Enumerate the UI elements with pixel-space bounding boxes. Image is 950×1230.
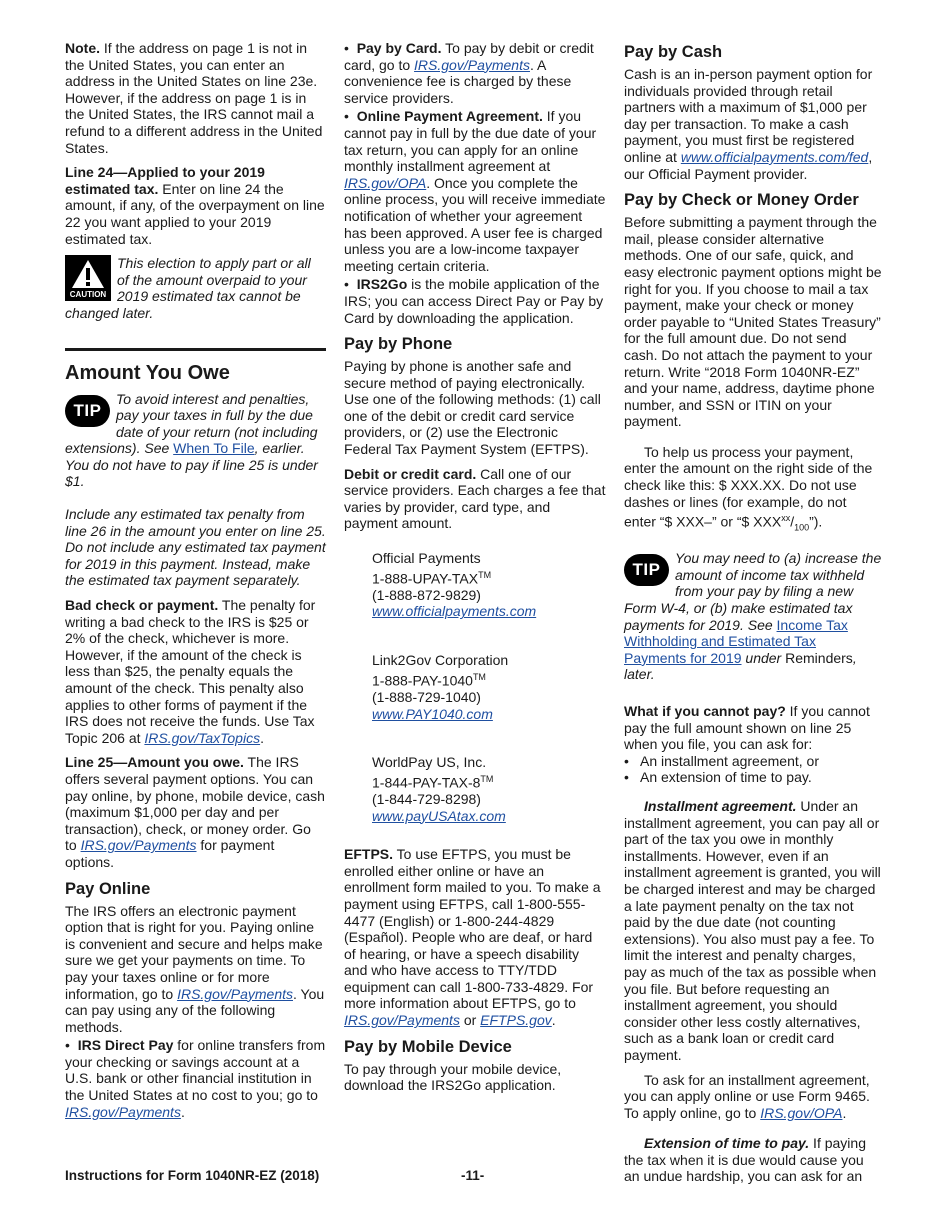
eftps-end: . bbox=[551, 1012, 556, 1029]
when-to-file-link[interactable]: When To File bbox=[173, 440, 255, 457]
provider-digits: (1-888-872-9829) bbox=[372, 586, 481, 603]
line25-text: The IRS offers several payment options. You can pay online, by phone, mobile device, cash (maximum $1,000 per day and per transaction), check, or money order. Go to bbox=[65, 754, 325, 854]
tip2-end: , later. bbox=[624, 649, 857, 683]
trademark-mark: TM bbox=[480, 773, 494, 784]
amount-you-owe-heading: Amount You Owe bbox=[65, 361, 230, 384]
tip2-text: You may need to (a) increase the amount of income tax withheld from your pay by filing a new Form W-4, or (b) make estimated tax payments for 2019. See bbox=[624, 550, 882, 633]
pay-online-end: . You can pay using any of the following methods. bbox=[65, 985, 325, 1035]
direct-pay-text: for online transfers from your checking or savings account at a U.S. bank or other financial institution in the United States at no cost to you; go to bbox=[65, 1037, 326, 1104]
bad-check-lead: Bad check or payment. bbox=[65, 597, 219, 614]
direct-pay-lead: IRS Direct Pay bbox=[77, 1037, 174, 1054]
extension-lead: Extension of time to pay. bbox=[644, 1135, 810, 1152]
tax-topics-link[interactable]: IRS.gov/TaxTopics bbox=[144, 729, 261, 746]
cannot-pay-paragraph bbox=[624, 703, 882, 753]
fraction-denominator: 100 bbox=[794, 522, 810, 533]
line24-paragraph bbox=[65, 164, 326, 247]
caution-icon bbox=[65, 255, 111, 301]
provider-number-text: 1-888-UPAY-TAX bbox=[372, 570, 479, 587]
eftps-lead: EFTPS. bbox=[344, 846, 394, 863]
provider-link[interactable]: www.officialpayments.com bbox=[372, 603, 537, 620]
line25-lead: Line 25—Amount you owe. bbox=[65, 754, 244, 771]
debit-card-text: Call one of our service providers. Each charges a fee that varies by provider, card type, and payment amount. bbox=[344, 465, 606, 532]
note-lead: Note. bbox=[65, 40, 100, 56]
withholding-link[interactable]: Income Tax Withholding and Estimated Tax Payments for 2019 bbox=[624, 616, 848, 666]
cannot-pay-lead: What if you cannot pay? bbox=[624, 703, 786, 720]
line25-paragraph bbox=[65, 754, 326, 870]
official-payments-fed-link[interactable]: www.officialpayments.com/fed bbox=[680, 148, 869, 165]
note-text: If the address on page 1 is not in the United States, you can enter an address in the United States on line 23e. However, if the address on page 1 is in the United States, the IRS cannot mail a refund to a different address in the United States. bbox=[65, 40, 323, 156]
direct-pay-paragraph: • IRS Direct Pay for online transfers from your checking or savings account at a U.S. bank or other financial institution in the United States at no cost to you; go to IRS.gov/Payments. bbox=[65, 1037, 326, 1120]
column-3 bbox=[624, 40, 882, 1193]
eftps-paragraph bbox=[344, 846, 606, 1029]
pay-by-card-link[interactable]: IRS.gov/Payments bbox=[414, 56, 530, 73]
pay-by-card-paragraph: • Pay by Card. To pay by debit or credit card, go to IRS.gov/Payments. A convenience fee is charged by these service providers. bbox=[344, 40, 594, 106]
tip2-mid: under bbox=[741, 649, 786, 666]
provider-official-payments bbox=[372, 550, 606, 620]
provider-name: Official Payments bbox=[372, 550, 481, 567]
line24-text: Enter on line 24 the amount, if any, of the overpayment on line 22 you want applied to your 2019 estimated tax. bbox=[65, 180, 325, 247]
debit-card-paragraph bbox=[344, 466, 606, 532]
help-process-text: To help us process your payment, enter the amount on the right side of the check like this: $ XXX.XX. Do not use dashes or lines (for example, do not enter “$ XXX–” or “$ XXX bbox=[624, 443, 873, 530]
irs2go-lead: IRS2Go bbox=[356, 276, 408, 293]
trademark-mark: TM bbox=[472, 671, 486, 682]
caution-label: CAUTION bbox=[69, 290, 107, 300]
bad-check-end: . bbox=[260, 729, 264, 746]
caution-block bbox=[65, 255, 326, 321]
irs2go-paragraph: • IRS2Go is the mobile application of the IRS; you can access Direct Pay or Pay by Card by downloading the application. bbox=[344, 276, 604, 326]
footer-form-title: Instructions for Form 1040NR-EZ (2018) bbox=[65, 1168, 320, 1183]
help-process-paragraph: To help us process your payment, enter the amount on the right side of the check like this: $ XXX.XX. Do not use dashes or lines (for example, do not enter “$ XXX–” or “$ $XXX^{xx}/_{100}$”). bbox=[624, 443, 873, 533]
installment-paragraph bbox=[624, 798, 882, 1064]
opa-link-2[interactable]: IRS.gov/OPA bbox=[760, 1104, 843, 1121]
pay-by-phone-text: Paying by phone is another safe and secure method of paying electronically. Use one of the following methods: (1) call one of the debit or credit card service providers, or (2) use the Electronic Federal Tax Payment System (EFTPS). bbox=[344, 358, 601, 458]
pay-online-text: The IRS offers an electronic payment option that is right for you. Paying online is convenient and secure and helps make sure we get your payments on time. To pay your taxes online or for more information, go to bbox=[65, 902, 323, 1002]
opa-text: If you cannot pay in full by the due date of your tax return, you can apply for an online monthly installment agreement at bbox=[344, 108, 597, 175]
column-2 bbox=[344, 40, 606, 1102]
list-item: • An extension of time to pay. bbox=[624, 769, 882, 786]
opa-paragraph: • Online Payment Agreement. If you cannot pay in full by the due date of your tax return, you can apply for an online monthly installment agreement at IRS.gov/OPA. Once you complete the online process, you will receive immediate notification of whether your agreement has been approved. A user fee is charged unless you are a low-income taxpayer meeting certain criteria. bbox=[344, 108, 606, 274]
extension-paragraph bbox=[624, 1135, 882, 1185]
provider-number bbox=[372, 567, 606, 587]
debit-card-lead: Debit or credit card. bbox=[344, 465, 477, 482]
tip1-text: To avoid interest and penalties, pay your taxes in full by the due date of your return (not including extensions). See bbox=[65, 390, 318, 457]
line24-lead: Line 24—Applied to your 2019 estimated tax. bbox=[65, 164, 265, 197]
note-paragraph bbox=[65, 40, 326, 156]
pay-by-mobile-heading: Pay by Mobile Device bbox=[344, 1037, 512, 1056]
help-process-end: ”). bbox=[809, 513, 823, 530]
pay-by-check-text: Before submitting a payment through the mail, please consider alternative methods. One of our safe, quick, and easy electronic payment options might be right for you. If you choose to mail a tax payment, make your check or money order payable to “United States Treasury” for the full amount due. Do not send cash. Do not attach the payment to your return. Write “2018 Form 1040NR-EZ” and your name, address, daytime phone number, and SSN or ITIN on your payment. bbox=[624, 214, 882, 430]
pay-by-cash-end: , our Official Payment provider. bbox=[624, 148, 873, 182]
pay-online-paragraph bbox=[65, 903, 326, 1036]
provider-number-text: 1-888-PAY-1040 bbox=[372, 672, 473, 689]
fraction-numerator: xx bbox=[781, 513, 791, 524]
provider-link2gov bbox=[372, 652, 606, 722]
tip-icon: TIP bbox=[65, 395, 110, 427]
direct-pay-link[interactable]: IRS.gov/Payments bbox=[65, 1103, 181, 1120]
eftps-mid: or bbox=[459, 1012, 481, 1029]
cannot-pay-list bbox=[624, 753, 882, 786]
direct-pay-end: . bbox=[180, 1103, 185, 1120]
provider-number bbox=[372, 771, 606, 791]
provider-number-text: 1-844-PAY-TAX-8 bbox=[372, 774, 481, 791]
section-rule bbox=[65, 348, 326, 351]
ask-installment-paragraph bbox=[624, 1072, 882, 1122]
installment-lead: Installment agreement. bbox=[644, 798, 797, 815]
column-1 bbox=[65, 40, 326, 1128]
pay-by-card-lead: Pay by Card. bbox=[356, 40, 442, 56]
pay-by-card-end: . A convenience fee is charged by these service providers. bbox=[344, 56, 572, 106]
pay-by-phone-heading: Pay by Phone bbox=[344, 335, 453, 354]
pay-online-link[interactable]: IRS.gov/Payments bbox=[177, 985, 293, 1002]
eftps-gov-link[interactable]: EFTPS.gov bbox=[480, 1012, 552, 1029]
provider-number bbox=[372, 669, 606, 689]
provider-link[interactable]: www.PAY1040.com bbox=[372, 705, 493, 722]
ask-installment-text: To ask for an installment agreement, you can apply online or use Form 9465. To apply online, go to bbox=[624, 1071, 870, 1121]
irs2go-text: is the mobile application of the IRS; you can access Direct Pay or Pay by Card by downloading the application. bbox=[344, 276, 604, 326]
eftps-payments-link[interactable]: IRS.gov/Payments bbox=[344, 1012, 460, 1029]
opa-link[interactable]: IRS.gov/OPA bbox=[344, 174, 427, 191]
cannot-pay-text: If you cannot pay the full amount shown on line 25 when you file, you can ask for: bbox=[624, 703, 870, 753]
provider-digits: (1-844-729-8298) bbox=[372, 790, 481, 807]
warning-triangle-icon bbox=[70, 258, 106, 290]
tip1-para2: Include any estimated tax penalty from line 26 in the amount you enter on line 25. Do not include any estimated tax payment for 2019 in this payment. Instead, make the estimated tax payment separately. bbox=[65, 506, 326, 589]
trademark-mark: TM bbox=[478, 569, 492, 580]
provider-worldpay bbox=[372, 754, 606, 824]
pay-by-card-text: To pay by debit or credit card, go to bbox=[344, 40, 594, 73]
page-number: -11- bbox=[461, 1168, 485, 1183]
pay-online-heading: Pay Online bbox=[65, 879, 151, 898]
pay-by-cash-heading: Pay by Cash bbox=[624, 43, 723, 61]
bad-check-text: The penalty for writing a bad check to the IRS is $25 or 2% of the check, whichever is more. However, if the amount of the check is less than $25, the penalty equals the amount of the check. This penalty also applies to other forms of payment if the IRS does not receive the funds. Use Tax Topic 206 at bbox=[65, 597, 316, 746]
pay-by-cash-text: Cash is an in-person payment option for individuals provided through retail partners with a maximum of $1,000 per day per transaction. To make a cash payment, you must first be registered online at bbox=[624, 66, 873, 165]
eftps-text: To use EFTPS, you must be enrolled either online or have an enrollment form mailed to you. To make a payment using EFTPS, call 1-800-555-4477 (English) or 1-800-244-4829 (Español). People who are deaf, or hard of hearing, or have a speech disability and who have access to TTY/TDD equipment can call 1-800-733-4829. For more information about EFTPS, go to bbox=[344, 846, 601, 1012]
extension-text: If paying the tax when it is due would cause you an undue hardship, you can ask for an bbox=[624, 1135, 866, 1185]
tip-block-2 bbox=[624, 550, 882, 683]
list-item: • An installment agreement, or bbox=[624, 753, 882, 770]
reminders-ref: Reminders bbox=[785, 649, 853, 666]
pay-by-check-heading: Pay by Check or Money Order bbox=[624, 191, 859, 210]
provider-name: Link2Gov Corporation bbox=[372, 652, 509, 669]
line25-end: for payment options. bbox=[65, 837, 275, 870]
bad-check-paragraph bbox=[65, 597, 326, 746]
ask-installment-end: . bbox=[842, 1104, 847, 1121]
tip-block-1 bbox=[65, 391, 326, 590]
provider-digits: (1-888-729-1040) bbox=[372, 688, 481, 705]
tip-icon: TIP bbox=[624, 554, 669, 586]
provider-name: WorldPay US, Inc. bbox=[372, 754, 487, 771]
tip1-text-end: , earlier. You do not have to pay if line 25 is under $1. bbox=[65, 440, 318, 490]
provider-link[interactable]: www.payUSAtax.com bbox=[372, 807, 506, 824]
payments-link[interactable]: IRS.gov/Payments bbox=[80, 837, 197, 854]
opa-end: . Once you complete the online process, you will receive immediate notification of whether your agreement has been approved. A user fee is charged unless you are a low-income taxpayer meeting certain criteria. bbox=[344, 174, 606, 274]
opa-lead: Online Payment Agreement. bbox=[356, 108, 543, 125]
caution-text: This election to apply part or all of the amount overpaid to your 2019 estimated tax cannot be changed later. bbox=[65, 255, 311, 321]
installment-text: Under an installment agreement, you can pay all or part of the tax you owe in monthly installments. However, even if an installment agreement is granted, you will be charged interest and may be charged a late payment penalty on the tax not paid by the due date (not counting extensions). You also must pay a fee. To limit the interest and penalty charges, pay as much of the tax as possible when you file. But before requesting an installment agreement, you should consider other less costly alternatives, such as a bank loan or credit card payment. bbox=[624, 798, 881, 1063]
pay-by-cash-paragraph bbox=[624, 66, 882, 182]
pay-by-mobile-text: To pay through your mobile device, download the IRS2Go application. bbox=[344, 1060, 562, 1094]
